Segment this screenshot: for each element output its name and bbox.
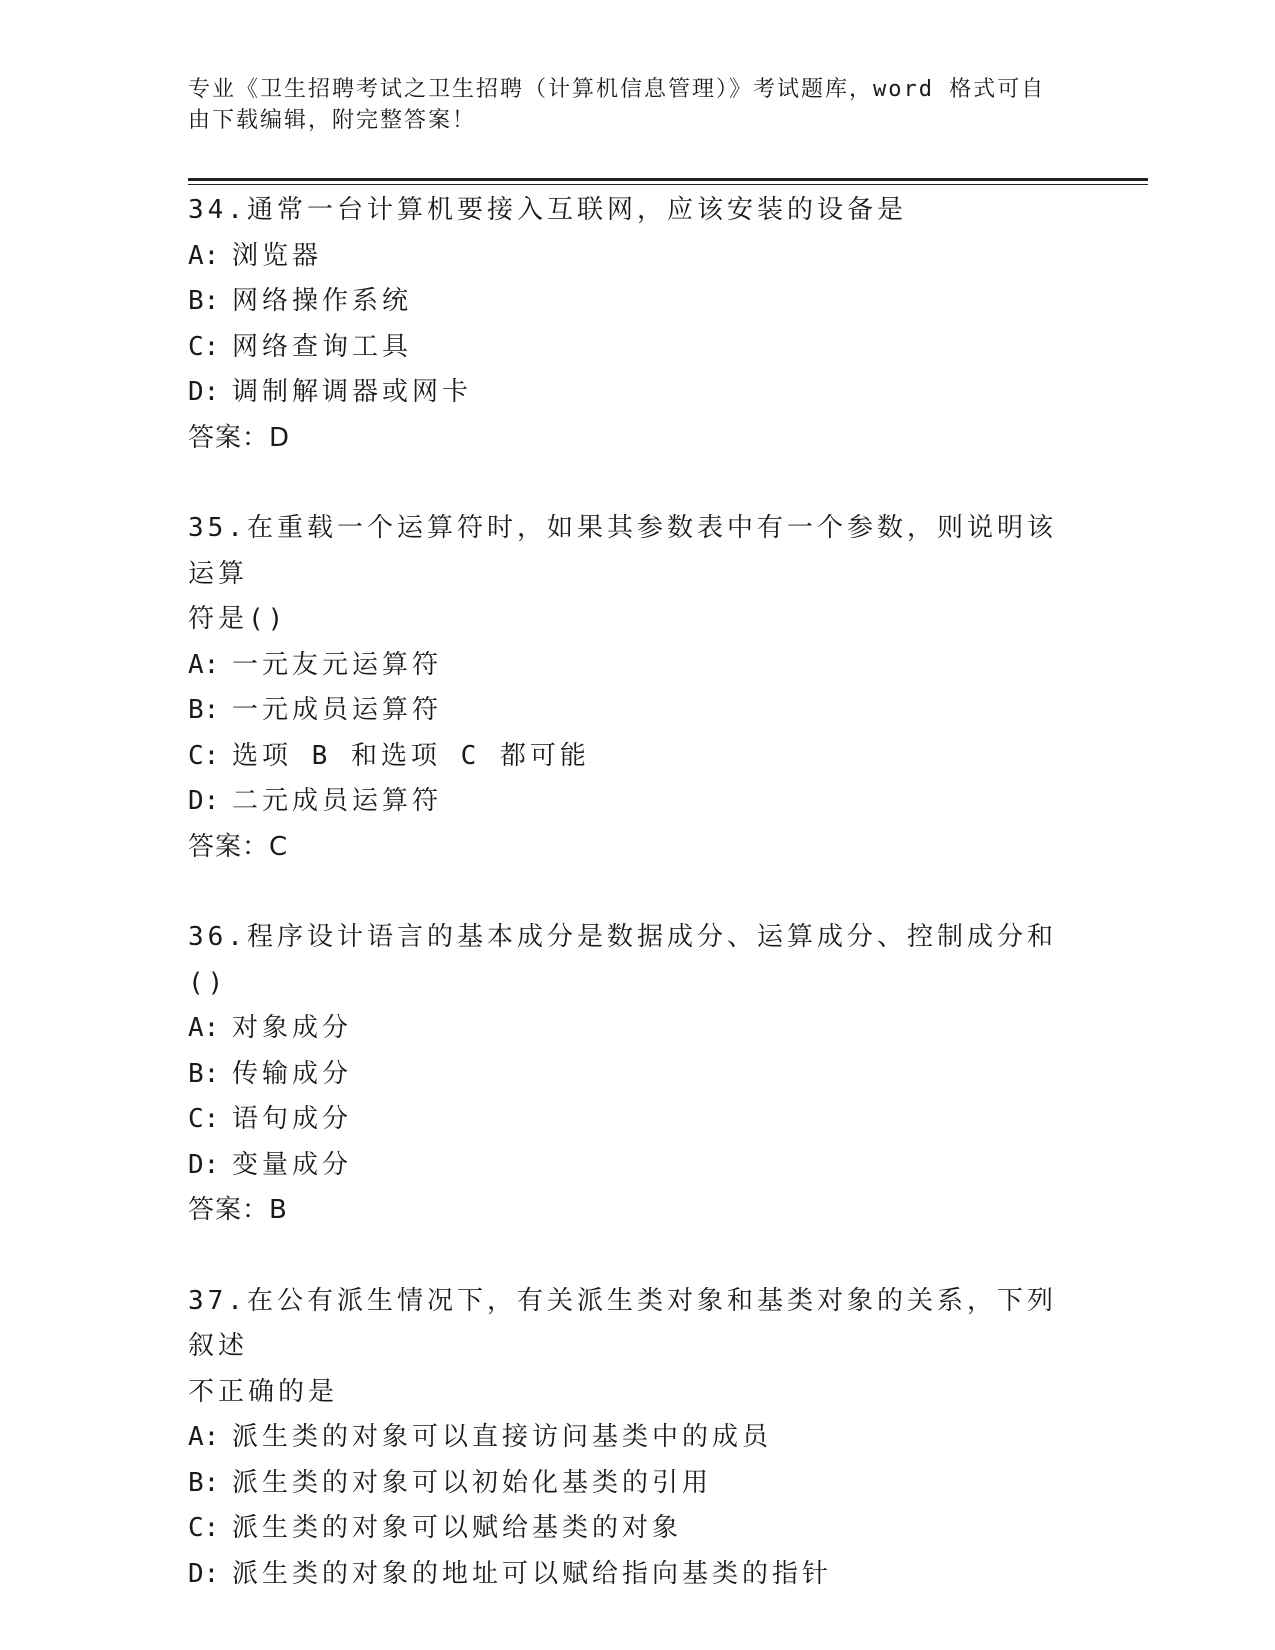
option-c [188, 1506, 1088, 1552]
option-letter: C: [188, 1513, 220, 1543]
option-c [188, 1097, 1088, 1143]
header-line-2: 由下载编辑，附完整答案！ [188, 108, 477, 133]
option-text: 语句成分 [232, 1104, 353, 1134]
option-a [188, 643, 1088, 689]
question-36 [188, 915, 1088, 1234]
option-text: 派生类的对象的地址可以赋给指向基类的指针 [232, 1558, 833, 1589]
question-text: 34.通常一台计算机要接入互联网，应该安装的设备是 [188, 195, 907, 225]
answer-label: 答案：B [188, 1195, 288, 1225]
option-text: 选项 B 和选项 C 都可能 [232, 740, 590, 771]
question-text: 37.在公有派生情况下，有关派生类对象和基类对象的关系，下列叙述 [188, 1285, 1057, 1361]
answer-label: 答案：C [188, 831, 289, 862]
option-letter: D: [188, 377, 220, 407]
answer-label: 答案：D [188, 422, 291, 453]
question-35 [188, 506, 1088, 870]
header-divider-thin [188, 184, 1148, 185]
option-text: 网络操作系统 [232, 286, 413, 316]
option-letter: A: [188, 1422, 220, 1452]
option-b [188, 1052, 1088, 1098]
option-letter: C: [188, 331, 220, 362]
question-text: 35.在重载一个运算符时，如果其参数表中有一个参数，则说明该运算 [188, 513, 1057, 589]
option-text: 传输成分 [232, 1058, 353, 1089]
option-d [188, 1143, 1088, 1189]
option-text: 浏览器 [232, 240, 323, 271]
option-letter: A: [188, 649, 220, 680]
option-text: 二元成员运算符 [232, 786, 443, 816]
option-text: 派生类的对象可以赋给基类的对象 [232, 1513, 683, 1543]
option-a [188, 1006, 1088, 1052]
option-letter: A: [188, 240, 220, 271]
option-a [188, 1415, 1088, 1461]
option-text: 派生类的对象可以直接访问基类中的成员 [232, 1422, 773, 1452]
option-letter: C: [188, 740, 220, 771]
option-letter: A: [188, 1013, 220, 1043]
option-text: 一元成员运算符 [232, 695, 443, 725]
option-c [188, 325, 1088, 371]
option-letter: B: [188, 695, 220, 725]
document-header [188, 74, 1068, 136]
option-letter: B: [188, 1058, 220, 1089]
option-text: 对象成分 [232, 1013, 353, 1043]
header-divider-thick [188, 178, 1148, 181]
option-b [188, 279, 1088, 325]
option-text: 网络查询工具 [232, 331, 413, 362]
question-37 [188, 1279, 1088, 1598]
option-letter: C: [188, 1104, 220, 1134]
option-b [188, 688, 1088, 734]
option-letter: D: [188, 1558, 220, 1589]
option-letter: B: [188, 286, 220, 316]
question-text: 36.程序设计语言的基本成分是数据成分、运算成分、控制成分和() [188, 922, 1057, 998]
question-text-continued: 符是() [188, 604, 288, 634]
option-a [188, 234, 1088, 280]
question-text-continued: 不正确的是 [188, 1376, 339, 1407]
option-text: 一元友元运算符 [232, 649, 443, 680]
option-d [188, 1552, 1088, 1598]
option-text: 调制解调器或网卡 [232, 377, 473, 407]
question-list [188, 188, 1088, 1597]
option-d [188, 779, 1088, 825]
option-text: 派生类的对象可以初始化基类的引用 [232, 1467, 713, 1498]
question-34 [188, 188, 1088, 461]
option-b [188, 1461, 1088, 1507]
option-letter: B: [188, 1467, 220, 1498]
option-c [188, 734, 1088, 780]
header-line-1: 专业《卫生招聘考试之卫生招聘（计算机信息管理）》考试题库，word 格式可自 [188, 77, 1046, 102]
option-text: 变量成分 [232, 1149, 353, 1180]
option-d [188, 370, 1088, 416]
option-letter: D: [188, 786, 220, 816]
option-letter: D: [188, 1149, 220, 1180]
